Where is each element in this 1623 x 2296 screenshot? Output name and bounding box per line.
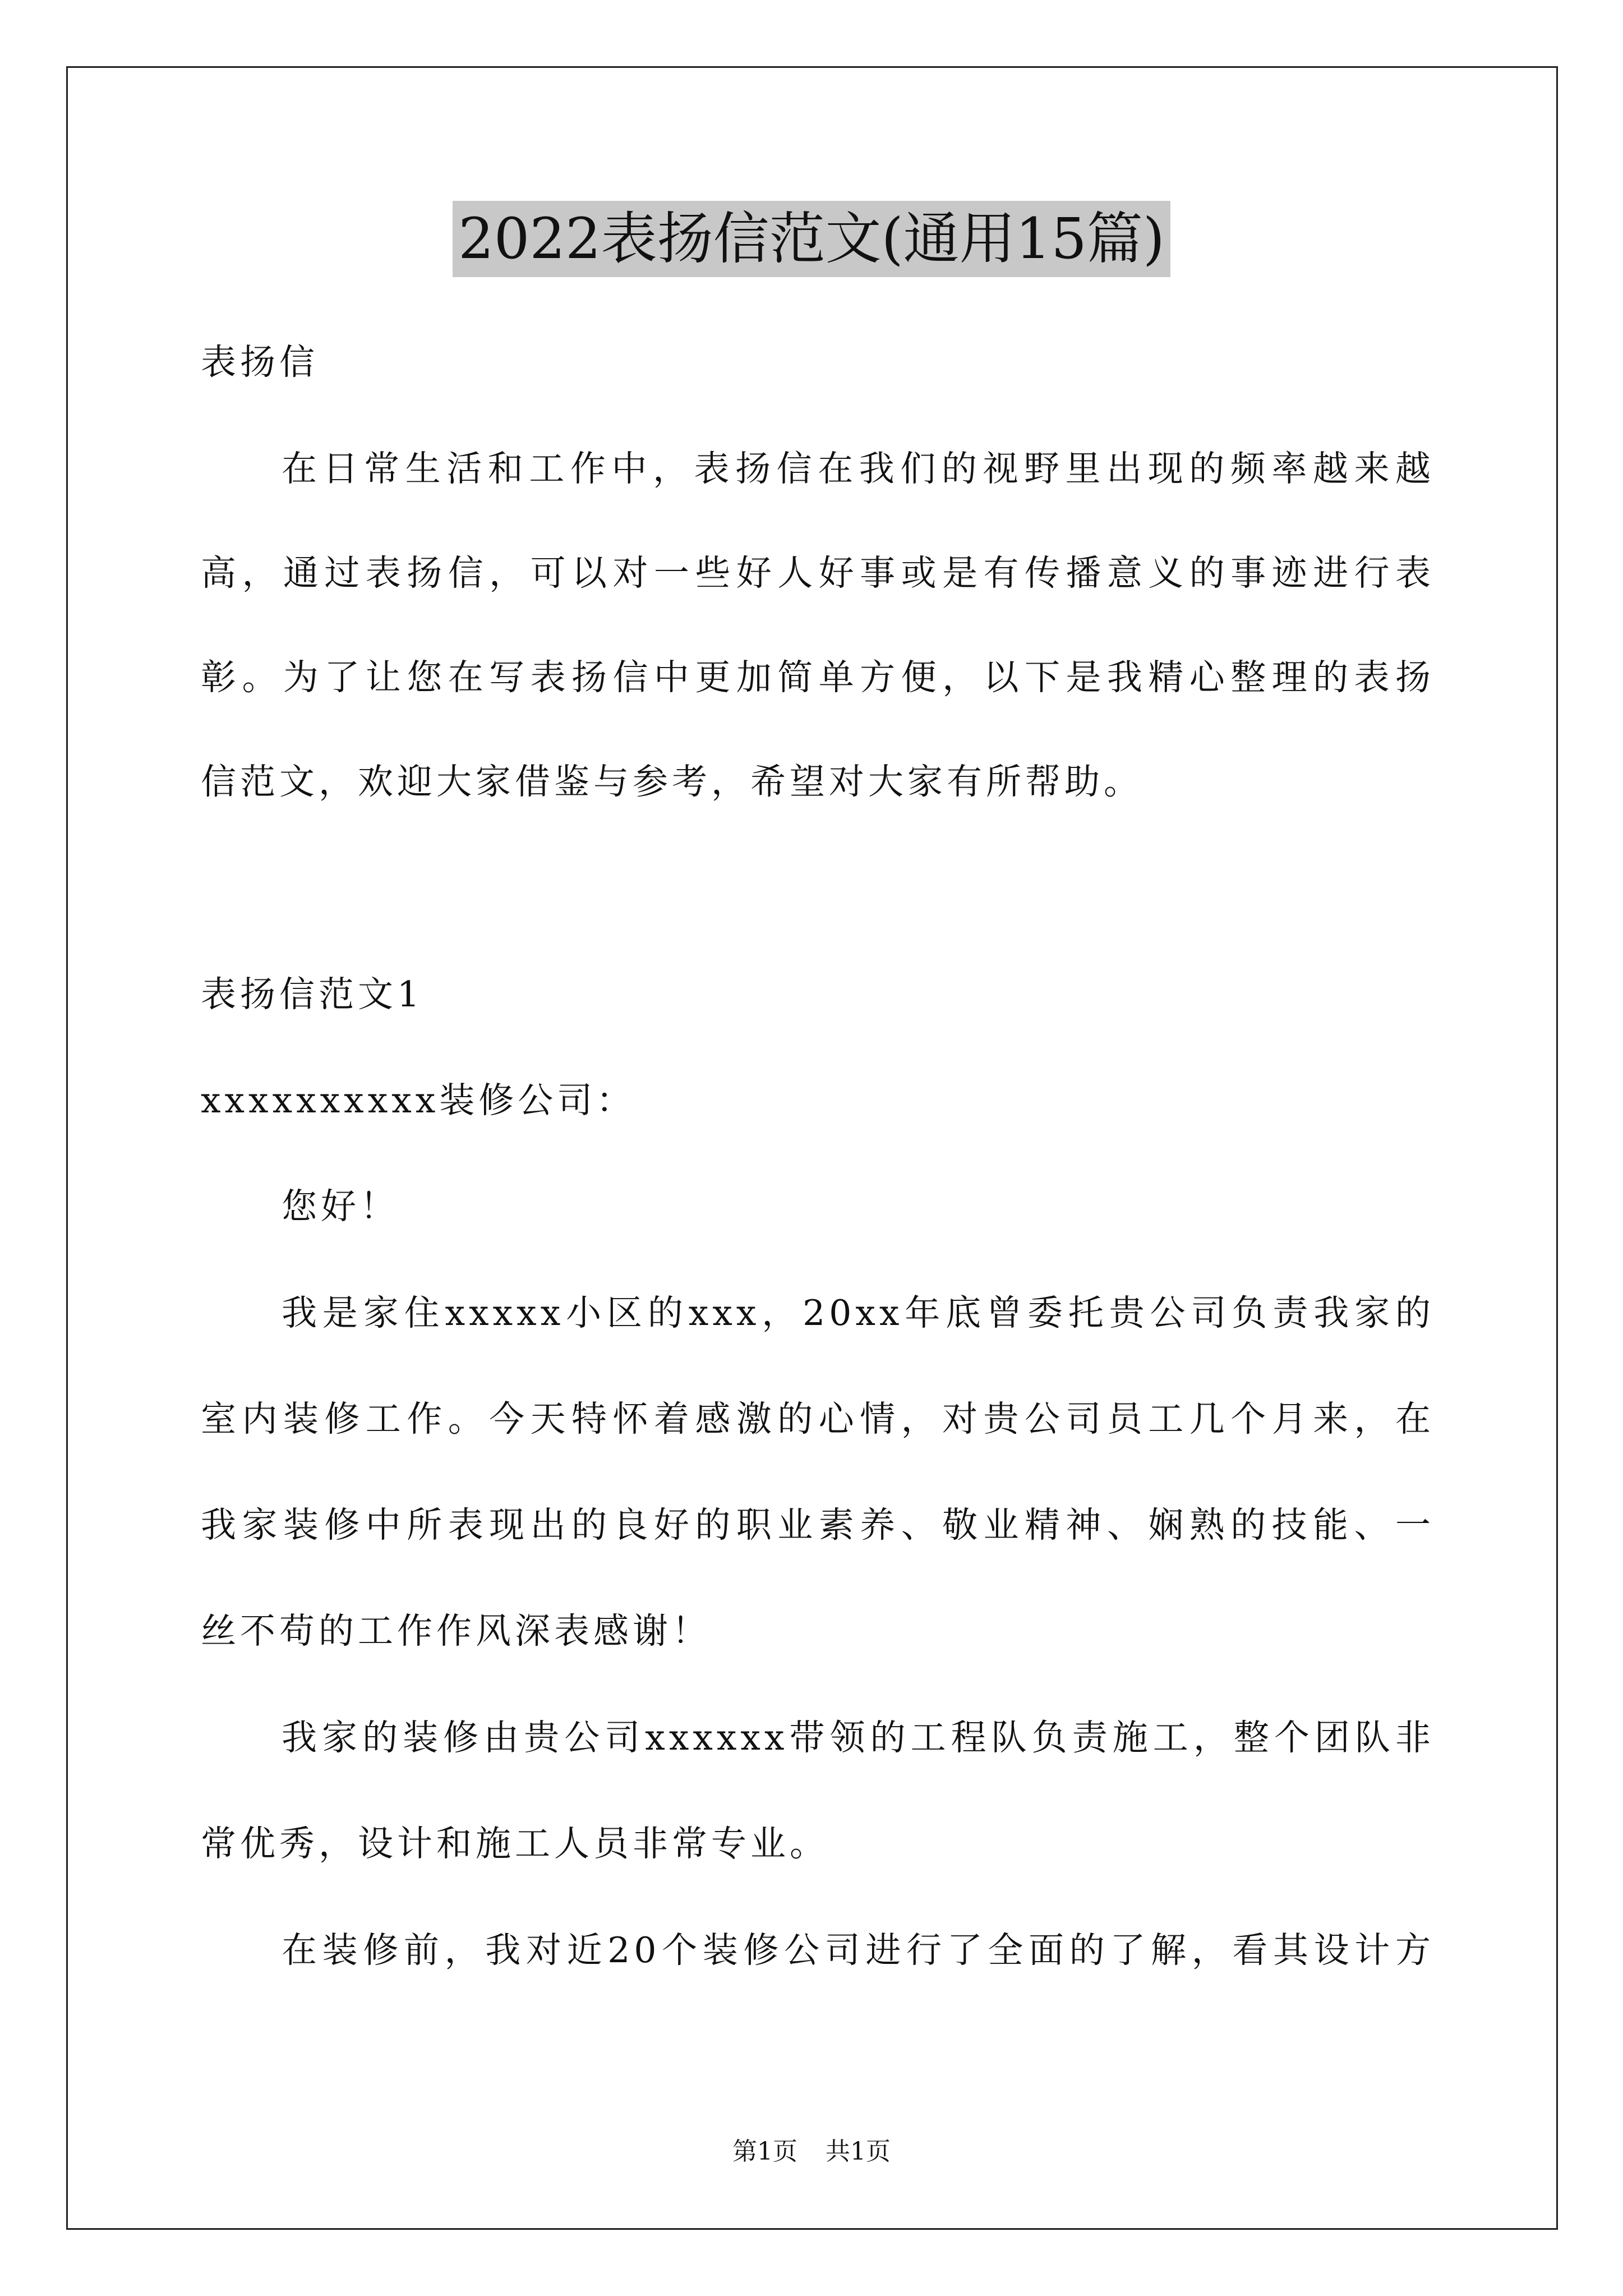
greeting-line: 您好！ — [282, 1186, 399, 1227]
document-title: 2022表扬信范文(通用15篇) — [453, 201, 1170, 277]
recipient-line: xxxxxxxxxx装修公司： — [201, 1080, 636, 1121]
intro-line: 在日常生活和工作中，表扬信在我们的视野里出现的频率越来越 — [282, 448, 1435, 489]
paragraph-line: 丝不苟的工作作风深表感谢！ — [201, 1611, 711, 1651]
paragraph-line: 在装修前，我对近20个装修公司进行了全面的了解，看其设计方 — [282, 1930, 1435, 1971]
paragraph-line: 室内装修工作。今天特怀着感激的心情，对贵公司员工几个月来，在 — [201, 1398, 1435, 1439]
sample-heading: 表扬信范文1 — [201, 974, 424, 1015]
title-wrapper — [0, 201, 1623, 277]
paragraph-line: 常优秀，设计和施工人员非常专业。 — [201, 1823, 829, 1864]
intro-line: 信范文，欢迎大家借鉴与参考，希望对大家有所帮助。 — [201, 761, 1143, 802]
page-footer — [0, 2135, 1623, 2169]
intro-line: 高，通过表扬信，可以对一些好人好事或是有传播意义的事迹进行表 — [201, 553, 1435, 593]
page-number-total: 共1页 — [826, 2137, 891, 2166]
paragraph-line: 我家的装修由贵公司xxxxxx带领的工程队负责施工，整个团队非 — [282, 1717, 1435, 1758]
section-heading: 表扬信 — [201, 342, 319, 383]
page-border — [66, 66, 1558, 2230]
intro-line: 彰。为了让您在写表扬信中更加简单方便，以下是我精心整理的表扬 — [201, 657, 1435, 698]
page-number-current: 第1页 — [732, 2137, 797, 2166]
paragraph-line: 我是家住xxxxx小区的xxx，20xx年底曾委托贵公司负责我家的 — [282, 1292, 1435, 1333]
paragraph-line: 我家装修中所表现出的良好的职业素养、敬业精神、娴熟的技能、一 — [201, 1504, 1435, 1545]
